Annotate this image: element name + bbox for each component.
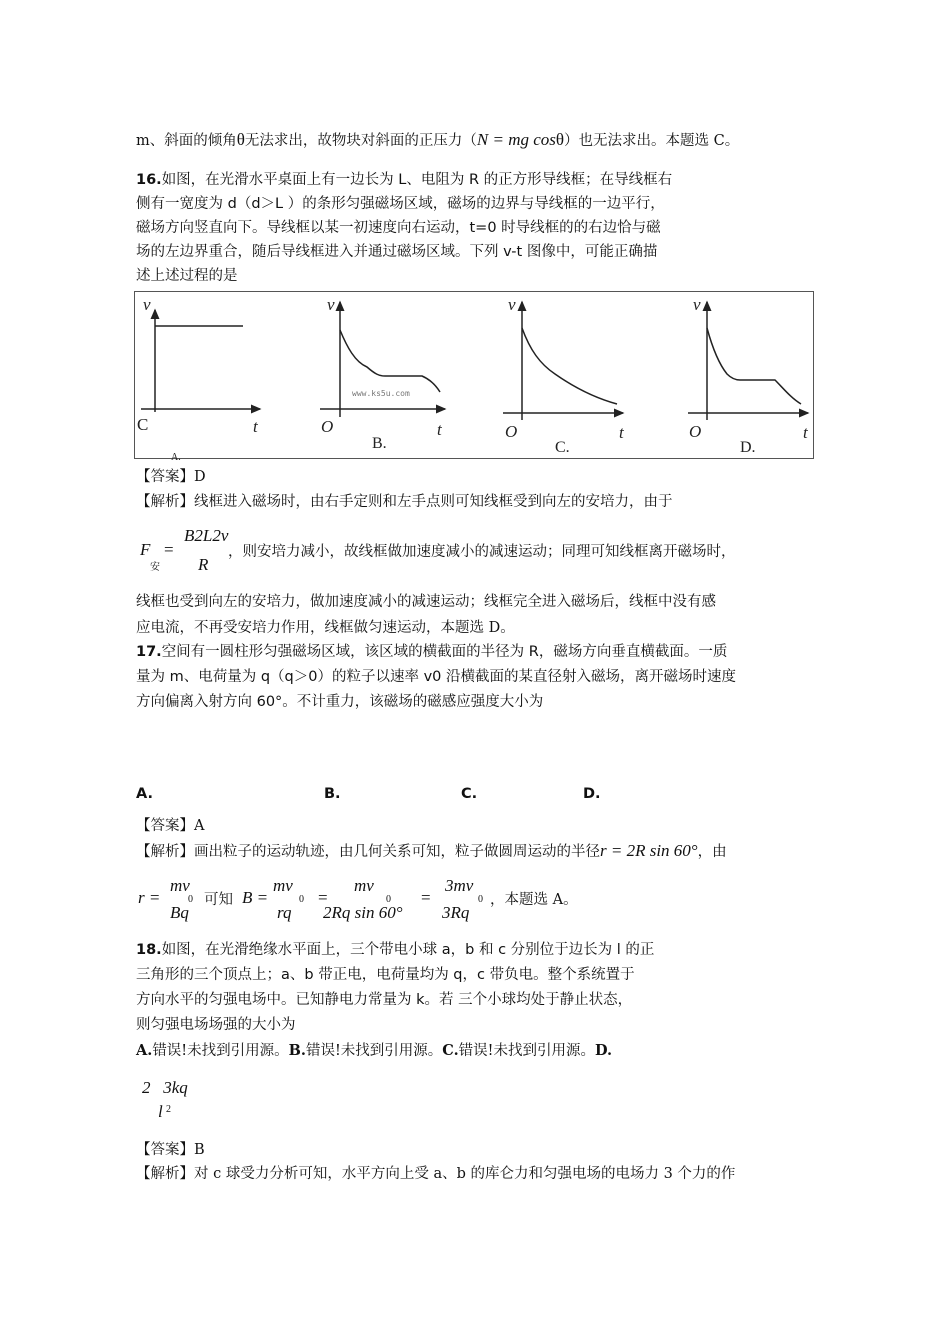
equals-sign: = xyxy=(164,540,174,559)
ampere-force-denominator: R xyxy=(198,555,209,574)
q18-line-3: 方向水平的匀强电场中。已知静电力常量为 k。若 三个小球均处于静止状态， xyxy=(136,992,633,1008)
q17-analysis-1 xyxy=(136,841,727,862)
top-line xyxy=(136,130,739,151)
q17-option-d: D. xyxy=(583,786,601,802)
graph-a-origin: C xyxy=(137,415,149,434)
graph-c-origin: O xyxy=(505,422,518,441)
eq-eq1: = xyxy=(318,888,328,907)
graph-c-option-label: C. xyxy=(555,439,570,456)
eq-f1-sub: 0 xyxy=(188,894,193,905)
q18-d-formula-bottom: l xyxy=(158,1102,163,1121)
graph-c-v-label: v xyxy=(508,295,516,314)
q17-number: 17. xyxy=(136,644,162,660)
q16-analysis-3: 线框也受到向左的安培力，做加速度减小的减速运动；线框完全进入磁场后，线框中没有感 xyxy=(136,594,716,610)
q16-answer: 【答案】D xyxy=(136,469,206,485)
q16-line-4: 场的左边界重合，随后导线框进入并通过磁场区域。下列 v-t 图像中，可能正确描 xyxy=(136,244,658,260)
q17-analysis-text: 【解析】画出粒子的运动轨迹，由几何关系可知，粒子做圆周运动的半径 xyxy=(136,844,600,860)
eq-f2-den: rq xyxy=(277,903,292,922)
ampere-force-lhs: F xyxy=(140,540,151,559)
q16-line-1 xyxy=(136,170,672,190)
radius-formula: r = 2R sin 60° xyxy=(600,841,698,860)
q16-line-5: 述上述过程的是 xyxy=(136,268,238,284)
q16-text-1: 如图，在光滑水平桌面上有一边长为 L、电阻为 R 的正方形导线框；在导线框右 xyxy=(161,172,673,188)
q17-answer: 【答案】A xyxy=(136,818,205,834)
ampere-force-subscript: 安 xyxy=(150,562,160,573)
graph-b-option-label: B. xyxy=(372,435,387,452)
eq-f3-den: 2Rq sin 60° xyxy=(323,903,403,922)
q17-option-b: B. xyxy=(324,786,341,802)
q16-analysis-1: 【解析】线框进入磁场时，由右手定则和左手点则可知线框受到向左的安培力，由于 xyxy=(136,494,673,510)
eq-mid: 可知 xyxy=(204,892,233,908)
graph-d-t-label: t xyxy=(803,423,808,442)
eq-eq2: = xyxy=(421,888,431,907)
graph-a-v-label: v xyxy=(143,295,151,314)
q18-option-a-text: 错误!未找到引用源。 xyxy=(152,1043,289,1059)
graph-a xyxy=(137,295,260,460)
q17-line-3: 方向偏离入射方向 60°。不计重力，该磁场的磁感应强度大小为 xyxy=(136,694,544,710)
graph-a-option-label: A. xyxy=(171,452,181,460)
eq-f4-num: 3mv xyxy=(445,876,474,895)
q17-option-c: C. xyxy=(461,786,478,802)
q18-number: 18. xyxy=(136,942,162,958)
q18-options xyxy=(136,1041,612,1061)
q18-analysis: 【解析】对 c 球受力分析可知，水平方向上受 a、b 的库仑力和匀强电场的电场力 3 个力的作 xyxy=(136,1166,736,1182)
eq-f1-den: Bq xyxy=(170,903,189,922)
eq-f3-num: mv xyxy=(354,876,374,895)
q18-option-a-label: A. xyxy=(136,1042,153,1059)
graph-d-option-label: D. xyxy=(740,439,756,456)
q18-option-b-text: 错误!未找到引用源。 xyxy=(305,1043,443,1059)
top-line-mid: 无法求出，故物块对斜面的正压力（ xyxy=(244,133,477,149)
graph-b-origin: O xyxy=(321,417,334,436)
graph-c-t-label: t xyxy=(619,423,624,442)
q18-option-d-label: D. xyxy=(594,1042,613,1059)
graph-a-t-label: t xyxy=(253,417,258,436)
top-line-post: ）也无法求出。本题选 C。 xyxy=(564,133,740,149)
q16-analysis-4: 应电流，不再受安培力作用，线框做匀速运动，本题选 D。 xyxy=(136,620,515,636)
graph-d-v-label: v xyxy=(693,295,701,314)
theta-symbol: θ xyxy=(236,130,245,149)
graph-b-v-label: v xyxy=(327,295,335,314)
q18-line-1 xyxy=(136,940,654,960)
eq-f3-sub: 0 xyxy=(386,894,391,905)
q18-d-formula-sup: 2 xyxy=(166,1104,171,1115)
ampere-force-formula xyxy=(140,540,150,560)
q16-line-2: 侧有一宽度为 d（d＞L ）的条形匀强磁场区域，磁场的边界与导线框的一边平行， xyxy=(136,196,665,212)
q17-line-2: 量为 m、电荷量为 q（q＞0）的粒子以速率 v0 沿横截面的某直径射入磁场，离开磁场时速度 xyxy=(136,669,736,685)
top-line-pre: m、斜面的倾角 xyxy=(136,133,237,149)
q18-option-c-text: 错误!未找到引用源。 xyxy=(458,1043,595,1059)
eq-f2-sub: 0 xyxy=(299,894,304,905)
q16-line-3: 磁场方向竖直向下。导线框以某一初速度向右运动，t=0 时导线框的的右边恰与磁 xyxy=(136,220,661,236)
q17-text-1: 空间有一圆柱形匀强磁场区域，该区域的横截面的半径为 R，磁场方向垂直横截面。一质 xyxy=(161,644,728,660)
eq-f2-num: mv xyxy=(273,876,293,895)
q18-line-4: 则匀强电场场强的大小为 xyxy=(136,1017,296,1033)
q18-answer: 【答案】B xyxy=(136,1142,205,1158)
q16-number: 16. xyxy=(136,172,162,188)
eq-B: B = xyxy=(242,888,269,907)
graph-d-origin: O xyxy=(689,422,702,441)
theta-symbol-2: θ xyxy=(555,130,565,149)
graph-b xyxy=(320,295,445,452)
q18-d-formula-top: 2 3kq xyxy=(142,1078,188,1097)
eq-sub-end: 0 xyxy=(478,894,483,905)
vt-graphs-figure xyxy=(134,291,814,459)
q18-option-c-label: C. xyxy=(442,1042,459,1059)
ampere-force-numerator: B2L2v xyxy=(184,526,229,545)
eq-f4-den: 3Rq xyxy=(442,903,470,922)
graph-c xyxy=(503,295,625,456)
normal-force-formula: N = mg cos xyxy=(476,130,556,149)
q17-analysis-end: ，由 xyxy=(697,844,727,860)
q18-line-2: 三角形的三个顶点上；a、b 带正电，电荷量均为 q，c 带负电。整个系统置于 xyxy=(136,967,635,983)
eq-r: r = xyxy=(138,888,161,907)
graph-d xyxy=(688,295,809,456)
q18-text-1: 如图，在光滑绝缘水平面上，三个带电小球 a，b 和 c 分别位于边长为 l 的正 xyxy=(161,942,655,958)
graph-b-t-label: t xyxy=(437,420,442,439)
eq-tail: ，本题选 A。 xyxy=(490,892,578,908)
q17-option-a: A. xyxy=(136,786,153,802)
q17-line-1 xyxy=(136,642,727,662)
eq-f1-num: mv xyxy=(170,876,190,895)
q18-option-b-label: B. xyxy=(288,1042,306,1059)
q16-analysis-2: ，则安培力减小，故线框做加速度减小的减速运动；同理可知线框离开磁场时， xyxy=(228,544,736,560)
vt-graphs-svg xyxy=(135,292,815,460)
graph-watermark: www.ks5u.com xyxy=(352,389,410,398)
